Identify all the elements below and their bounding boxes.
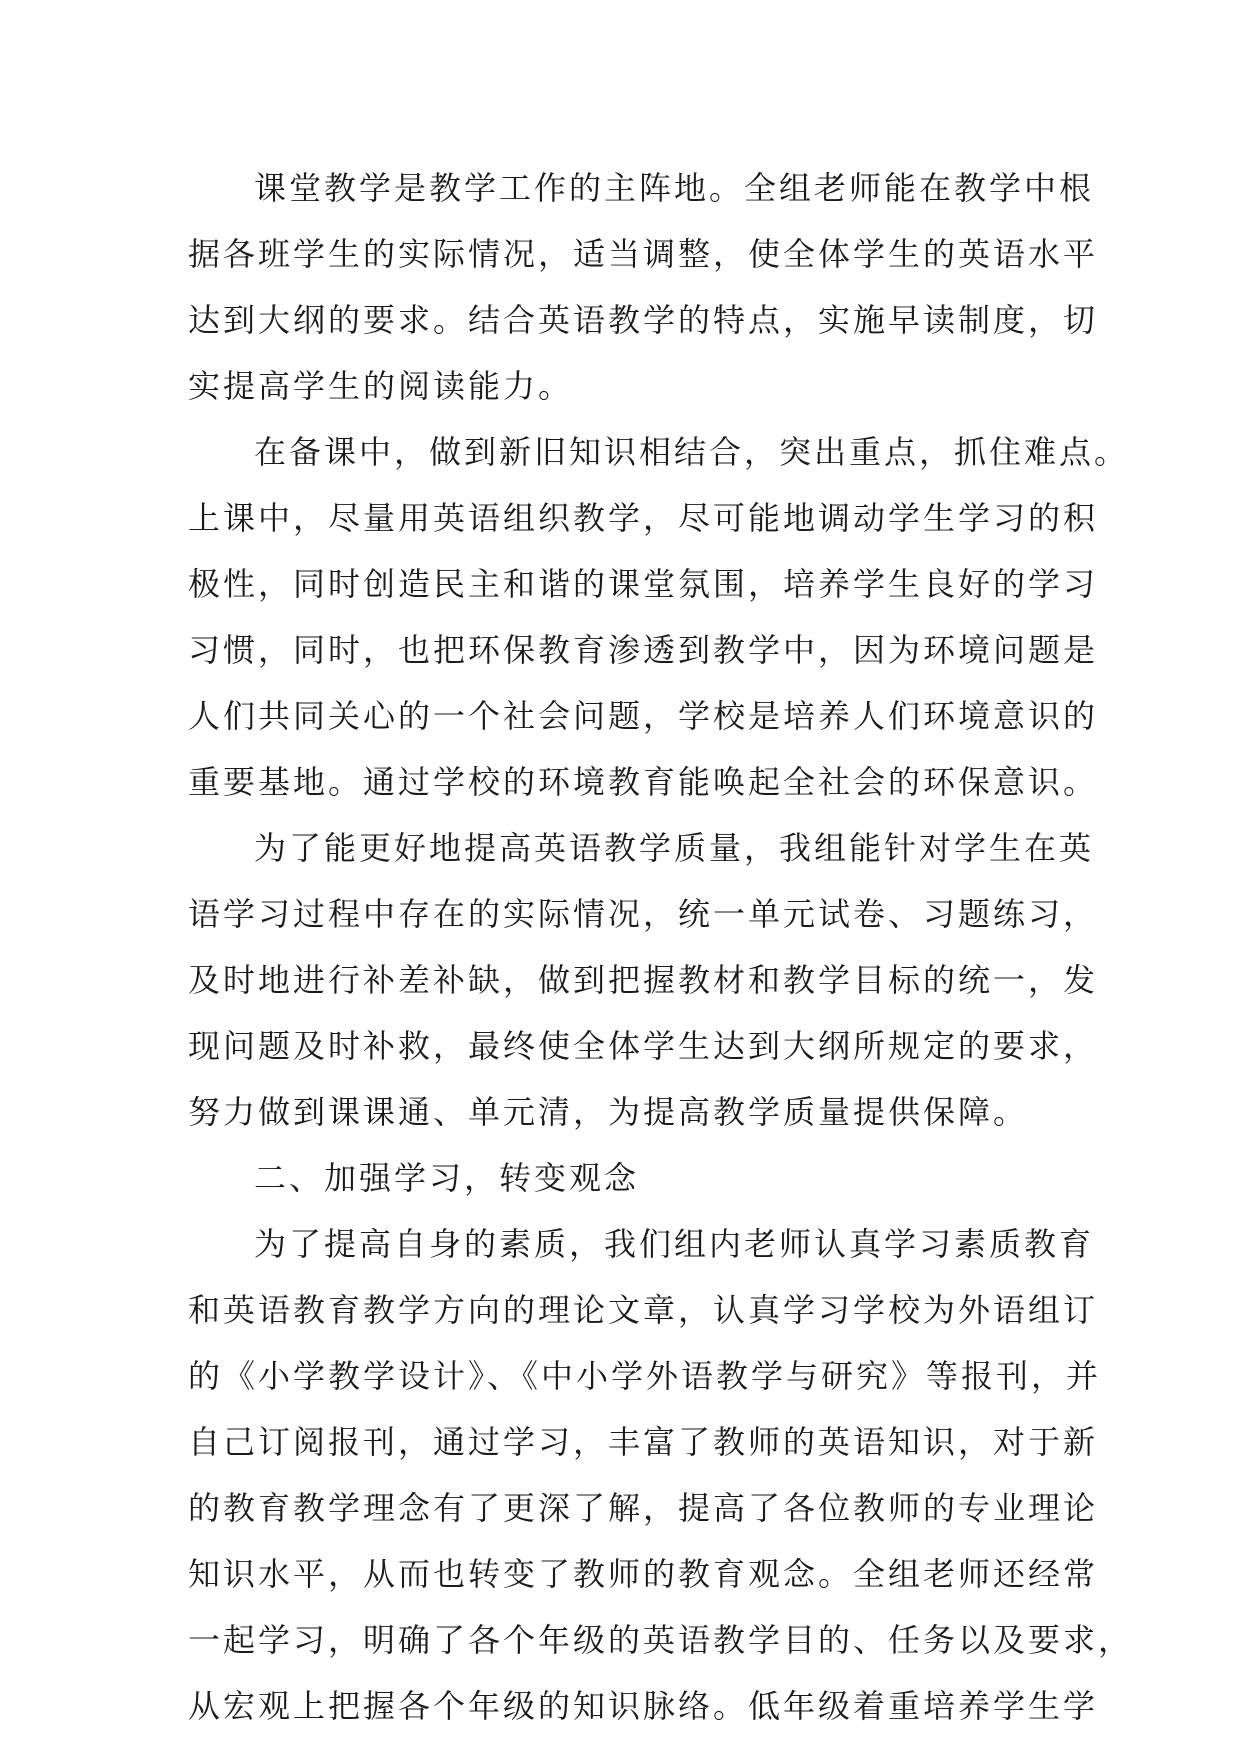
paragraph-line: 上课中，尽量用英语组织教学，尽可能地调动学生学习的积 (188, 499, 1099, 537)
paragraph-line: 和英语教育教学方向的理论文章，认真学习学校为外语组订 (188, 1291, 1099, 1329)
paragraph-line: 在备课中，做到新旧知识相结合，突出重点，抓住难点。 (254, 433, 1130, 471)
paragraph-line: 习惯，同时，也把环保教育渗透到教学中，因为环境问题是 (188, 631, 1099, 669)
paragraph-line: 一起学习，明确了各个年级的英语教学目的、任务以及要求， (188, 1621, 1134, 1659)
paragraph-line: 及时地进行补差补缺，做到把握教材和教学目标的统一，发 (188, 961, 1099, 999)
paragraph-line: 的教育教学理念有了更深了解，提高了各位教师的专业理论 (188, 1489, 1099, 1527)
paragraph-line: 为了提高自身的素质，我们组内老师认真学习素质教育 (254, 1225, 1095, 1263)
paragraph-line: 达到大纲的要求。结合英语教学的特点，实施早读制度，切 (188, 301, 1099, 339)
paragraph-line: 知识水平，从而也转变了教师的教育观念。全组老师还经常 (188, 1555, 1099, 1593)
paragraph-line: 语学习过程中存在的实际情况，统一单元试卷、习题练习， (188, 895, 1099, 933)
paragraph-line: 课堂教学是教学工作的主阵地。全组老师能在教学中根 (254, 169, 1095, 207)
document-body (188, 155, 1134, 1739)
paragraph-line: 据各班学生的实际情况，适当调整，使全体学生的英语水平 (188, 235, 1099, 273)
paragraph-line: 现问题及时补救，最终使全体学生达到大纲所规定的要求， (188, 1027, 1099, 1065)
paragraph-line: 从宏观上把握各个年级的知识脉络。低年级着重培养学生学 (188, 1687, 1099, 1725)
paragraph-line: 极性，同时创造民主和谐的课堂氛围，培养学生良好的学习 (188, 565, 1099, 603)
paragraph-line: 为了能更好地提高英语教学质量，我组能针对学生在英 (254, 829, 1095, 867)
paragraph-line: 努力做到课课通、单元清，为提高教学质量提供保障。 (188, 1093, 1029, 1131)
paragraph-line: 实提高学生的阅读能力。 (188, 367, 574, 405)
paragraph-line: 重要基地。通过学校的环境教育能唤起全社会的环保意识。 (188, 763, 1099, 801)
section-heading: 二、加强学习，转变观念 (254, 1159, 640, 1197)
paragraph-line: 的《小学教学设计》、《中小学外语教学与研究》等报刊，并 (188, 1357, 1102, 1395)
paragraph-line: 自己订阅报刊，通过学习，丰富了教师的英语知识，对于新 (188, 1423, 1099, 1461)
paragraph-line: 人们共同关心的一个社会问题，学校是培养人们环境意识的 (188, 697, 1099, 735)
